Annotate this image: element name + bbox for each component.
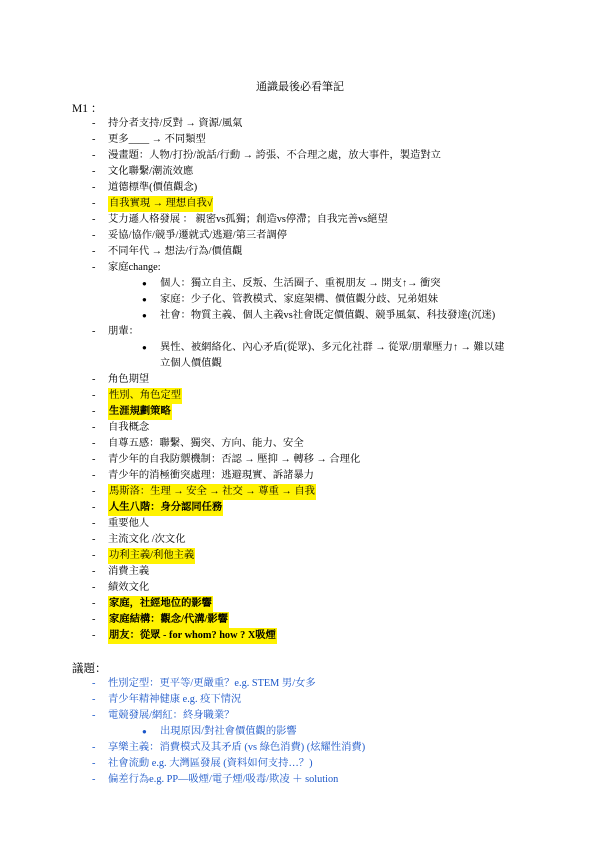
- bullet-icon: ●: [142, 311, 147, 320]
- bullet-icon: ●: [142, 727, 147, 736]
- bullet-icon: ●: [142, 343, 147, 352]
- bullet-icon: ●: [142, 295, 147, 304]
- document-page: 通識最後必看筆記 M1 ： - 持分者支持/反對 → 資源/風氣 - 更多____ → 不同類型 - 漫畫題：人物/打扮/說話/行動 → 誇張、不合理之處，放大事件，製造對立 - 文化聯繫/潮流效應 - 道德標準(價值觀念) - 自我實現 → 理想自我√ - 艾力遜人格發展 ： 親密vs孤獨；創造vs停滯；自我完善vs絕望 - 妥協/協作/競爭/遷就式/逃避/第三者調停 - 不同年代 → 想法/行為/價值觀 - 家庭change: ● 個人：獨立自主、反叛、生活圈子、重視朋友 → 開支↑→ 衝突 ● 家庭：少子化、管教模式、家庭架構、價值觀分歧、兄弟姐妹 ● 社會：物質主義、個人主義vs社會既定價值觀、競爭風氣、科技發達(沉迷) - 朋輩： ● 異性、被網絡化、內心矛盾(從眾)、多元化社群 → 從眾/朋輩壓力↑ → 難以建 立個人價值觀 - 角色期望 - 性別、角色定型 - 生涯規劃策略 - 自我概念 - 自尊五感：聯繫、獨突、方向、能力、安全 - 青少年的自我防禦機制：否認 → 壓抑 → 轉移 → 合理化 - 青少年的消極衝突處理：逃避現實、訴諸暴力 - 馬斯洛：生理 → 安全 → 社交 → 尊重 → 自我 - 人生八階：身分認同任務 - 重要他人 - 主流文化 /次文化 - 功利主義/利他主義 - 消費主義 - 績效文化 - 家庭，社經地位的影響 - 家庭結構：觀念/代溝/影響 - 朋友：從眾 - for whom? how ? X吸煙 議題： - 性別定型：更平等/更嚴重？e.g. STEM 男/女多 - 青少年精神健康 e.g. 疫下情況 - 電競發展/網紅：終身職業？ ● 出現原因/對社會價值觀的影響 - 享樂主義：消費模式及其矛盾 (vs 綠色消費) (炫耀性消費) - 社會流動 e.g. 大灣區發展 (資料如何支持…？) - 偏差行為e.g. PP—吸煙/電子煙/吸毒/欺凌 ＋ solution: [0, 0, 600, 847]
- topics-heading: 議題：: [72, 663, 107, 675]
- page-title: 通識最後必看筆記: [256, 81, 344, 93]
- m1-heading: M1 ：: [72, 103, 103, 115]
- bullet-icon: ●: [142, 279, 147, 288]
